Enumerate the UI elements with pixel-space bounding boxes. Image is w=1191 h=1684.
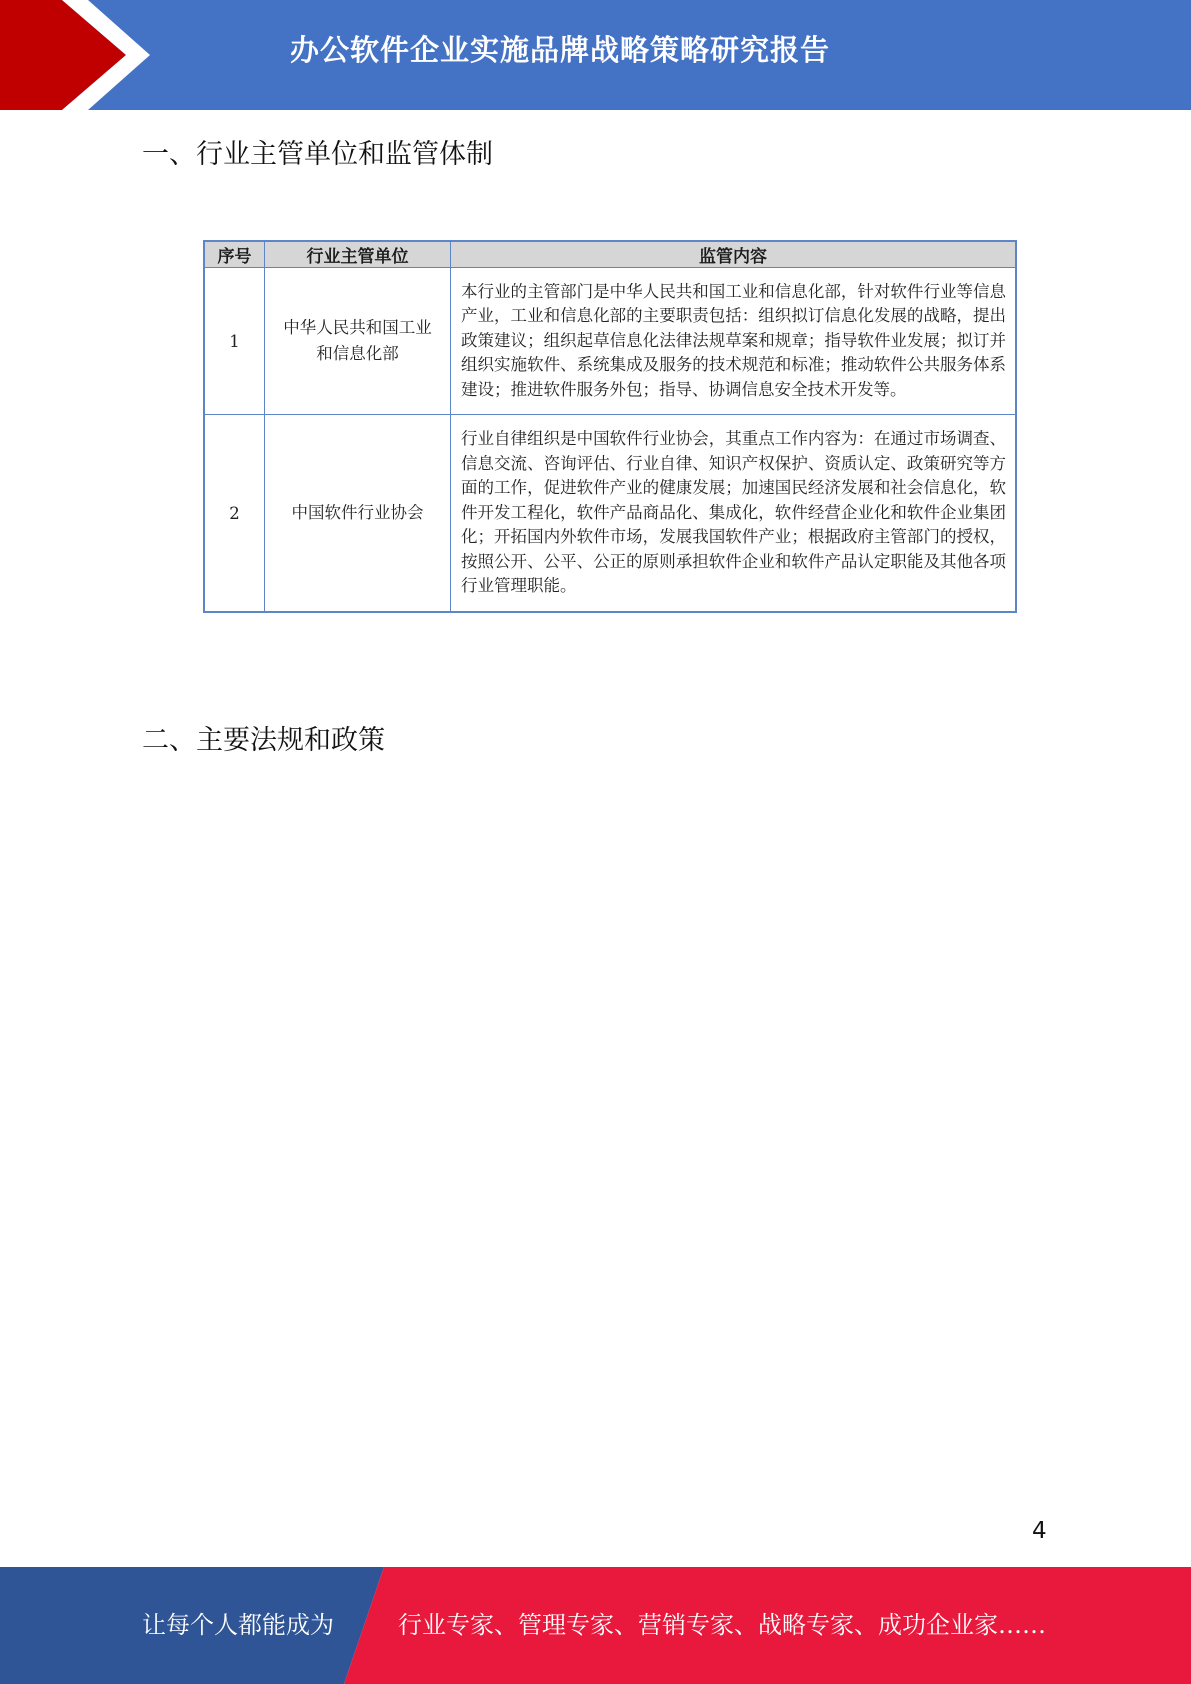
section-heading-regulators: 一、行业主管单位和监管体制 <box>142 139 493 170</box>
cell-unit: 中华人民共和国工业和信息化部 <box>265 268 451 415</box>
footer-slogan-left: 让每个人都能成为 <box>142 1611 334 1639</box>
cell-number: 1 <box>204 268 265 415</box>
cell-unit: 中国软件行业协会 <box>265 415 451 613</box>
section-heading-regulations: 二、主要法规和政策 <box>142 725 385 756</box>
column-header-content: 监管内容 <box>451 241 1017 268</box>
page-footer <box>0 1567 1191 1684</box>
column-header-number: 序号 <box>204 241 265 268</box>
footer-slogan-right: 行业专家、管理专家、营销专家、战略专家、成功企业家…… <box>398 1611 1046 1639</box>
report-title: 办公软件企业实施品牌战略策略研究报告 <box>290 33 831 67</box>
table-row <box>204 415 1016 613</box>
cell-content: 本行业的主管部门是中华人民共和国工业和信息化部，针对软件行业等信息产业，工业和信息化部的主要职责包括：组织拟订信息化发展的战略，提出政策建议；组织起草信息化法律法规草案和规章；指导软件业发展；拟订并组织实施软件、系统集成及服务的技术规范和标准；推动软件公共服务体系建设；推进软件服务外包；指导、协调信息安全技术开发等。 <box>451 268 1017 415</box>
table-header-row <box>204 241 1016 268</box>
regulatory-table <box>203 240 1017 613</box>
cell-number: 2 <box>204 415 265 613</box>
page-header <box>0 0 1191 110</box>
page-number: 4 <box>1032 1518 1047 1544</box>
table-row <box>204 268 1016 415</box>
column-header-unit: 行业主管单位 <box>265 241 451 268</box>
cell-content: 行业自律组织是中国软件行业协会，其重点工作内容为：在通过市场调查、信息交流、咨询评估、行业自律、知识产权保护、资质认定、政策研究等方面的工作，促进软件产业的健康发展；加速国民经济发展和社会信息化，软件开发工程化，软件产品商品化、集成化，软件经营企业化和软件企业集团化；开拓国内外软件市场，发展我国软件产业；根据政府主管部门的授权，按照公开、公平、公正的原则承担软件企业和软件产品认定职能及其他各项行业管理职能。 <box>451 415 1017 613</box>
